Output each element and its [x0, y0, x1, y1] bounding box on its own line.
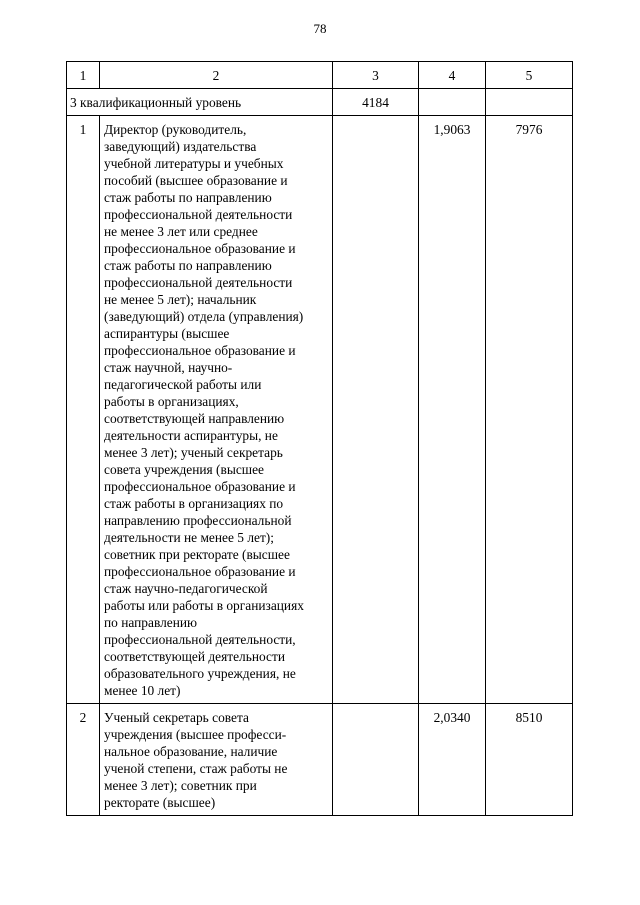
qualification-level-row: [67, 89, 573, 116]
position-description: Ученый секретарь совета учреждения (высшее професси- нальное образование, наличие ученой степени, стаж работы не менее 3 лет); советник при ректорате (высшее): [100, 704, 333, 816]
coefficient-value: 2,0340: [419, 704, 486, 816]
empty-cell: [333, 704, 419, 816]
qualification-level-base-salary: 4184: [333, 89, 419, 116]
page-number: 78: [313, 21, 327, 36]
header-cell-5: 5: [486, 62, 573, 89]
empty-cell: [419, 89, 486, 116]
empty-cell: [333, 116, 419, 704]
coefficient-value: 1,9063: [419, 116, 486, 704]
position-description: Директор (руководитель, заведующий) издательства учебной литературы и учебных пособий (высшее образование и стаж работы по направлению профессиональной деятельности не менее 3 лет или среднее профессиональное образование и стаж работы по направлению профессиональной деятельности не менее 5 лет); начальник (заведующий) отдела (управления) аспирантуры (высшее профессиональное образование и стаж научной, научно- педагогической работы или работы в организациях, соответствующей направлению деятельности аспирантуры, не менее 3 лет); ученый секретарь совета учреждения (высшее профессиональное образование и стаж работы в организациях по направлению профессиональной деятельности не менее 5 лет); советник при ректорате (высшее профессиональное образование и стаж научно-педагогической работы или работы в организациях по направлению профессиональной деятельности, соответствующей деятельности образовательного учреждения, не менее 10 лет): [100, 116, 333, 704]
table-row: [67, 704, 573, 816]
header-cell-2: 2: [100, 62, 333, 89]
salary-table: [66, 61, 573, 816]
qualification-level-label: 3 квалификационный уровень: [67, 89, 333, 116]
table-header-row: [67, 62, 573, 89]
salary-value: 7976: [486, 116, 573, 704]
header-cell-4: 4: [419, 62, 486, 89]
salary-value: 8510: [486, 704, 573, 816]
row-number: 2: [67, 704, 100, 816]
empty-cell: [486, 89, 573, 116]
header-cell-1: 1: [67, 62, 100, 89]
header-cell-3: 3: [333, 62, 419, 89]
row-number: 1: [67, 116, 100, 704]
table-row: [67, 116, 573, 704]
